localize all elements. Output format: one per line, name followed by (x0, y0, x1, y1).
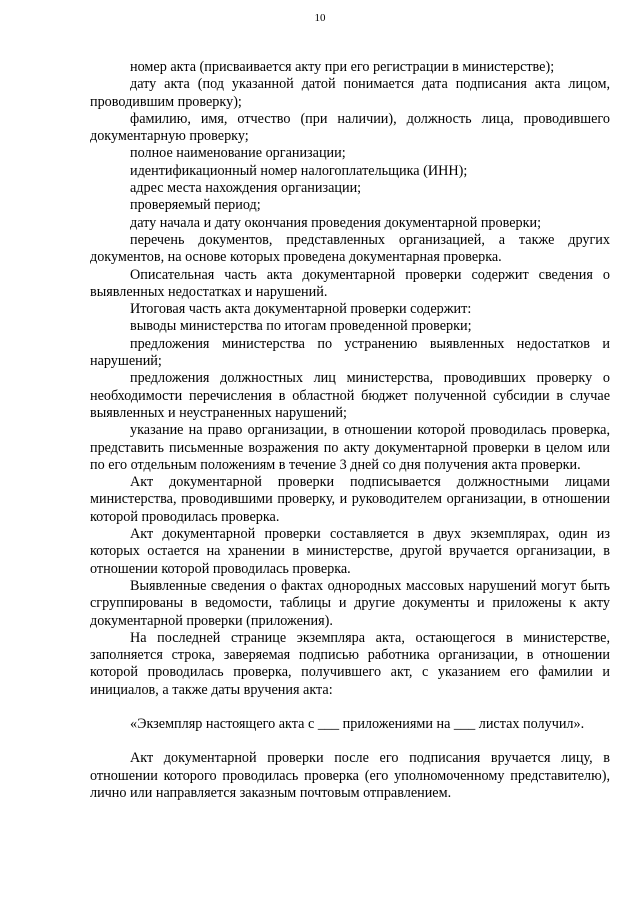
paragraph: На последней странице экземпляра акта, остающегося в министерстве, заполняется строка, заверяемая подписью работника организации, в отношении которой проводилась проверка, получившего акт, с указанием его фамилии и инициалов, а также даты вручения акта: (90, 629, 610, 698)
paragraph: дату акта (под указанной датой понимается дата подписания акта лицом, проводившим проверку); (90, 76, 610, 110)
paragraph: Описательная часть акта документарной проверки содержит сведения о выявленных недостатках и нарушений. (90, 266, 610, 300)
paragraph: предложения должностных лиц министерства, проводивших проверку о необходимости перечисления в областной бюджет полученной субсидии в случае выявленных и неустраненных нарушений; (90, 370, 610, 421)
paragraph: Итоговая часть акта документарной проверки содержит: (130, 301, 472, 318)
paragraph: дату начала и дату окончания проведения документарной проверки; (130, 214, 542, 231)
paragraph: перечень документов, представленных организацией, а также других документов, на основе которых проведена документарная проверка. (90, 231, 610, 266)
paragraph: Акт документарной проверки подписывается должностными лицами министерства, проводившими проверку, и руководителем организации, в отношении которой проводилась проверка. (90, 474, 610, 525)
paragraph: идентификационный номер налогоплательщика (ИНН); (130, 162, 468, 179)
paragraph: полное наименование организации; (130, 145, 346, 162)
paragraph: предложения министерства по устранению выявленных недостатков и нарушений; (90, 335, 610, 370)
paragraph: адрес места нахождения организации; (130, 180, 362, 197)
document-body (90, 59, 610, 802)
paragraph: Выявленные сведения о фактах однородных массовых нарушений могут быть сгруппированы в ведомости, таблицы и другие документы и приложены к акту документарной проверки (приложения). (90, 577, 610, 629)
paragraph: выводы министерства по итогам проведенной проверки; (130, 318, 472, 335)
paragraph: указание на право организации, в отношении которой проводилась проверка, представить письменные возражения по акту документарной проверки в целом или по его отдельным положениям в течение 3 дней со дня получения акта проверки. (90, 422, 610, 473)
receipt-note: «Экземпляр настоящего акта с ___ приложениями на ___ листах получил». (130, 715, 585, 732)
paragraph: проверяемый период; (130, 197, 261, 214)
page-number: 10 (314, 12, 326, 24)
paragraph: фамилию, имя, отчество (при наличии), должность лица, проводившего документарную проверку; (90, 110, 610, 145)
paragraph: номер акта (присваивается акту при его регистрации в министерстве); (130, 59, 555, 75)
paragraph: Акт документарной проверки после его подписания вручается лицу, в отношении которого проводилась проверка (его уполномоченному представителю), лично или направляется заказным почтовым отправлением. (90, 750, 610, 801)
paragraph: Акт документарной проверки составляется в двух экземплярах, один из которых остается на хранении в министерстве, другой вручается организации, в отношении которой проводилась проверка. (90, 526, 610, 577)
